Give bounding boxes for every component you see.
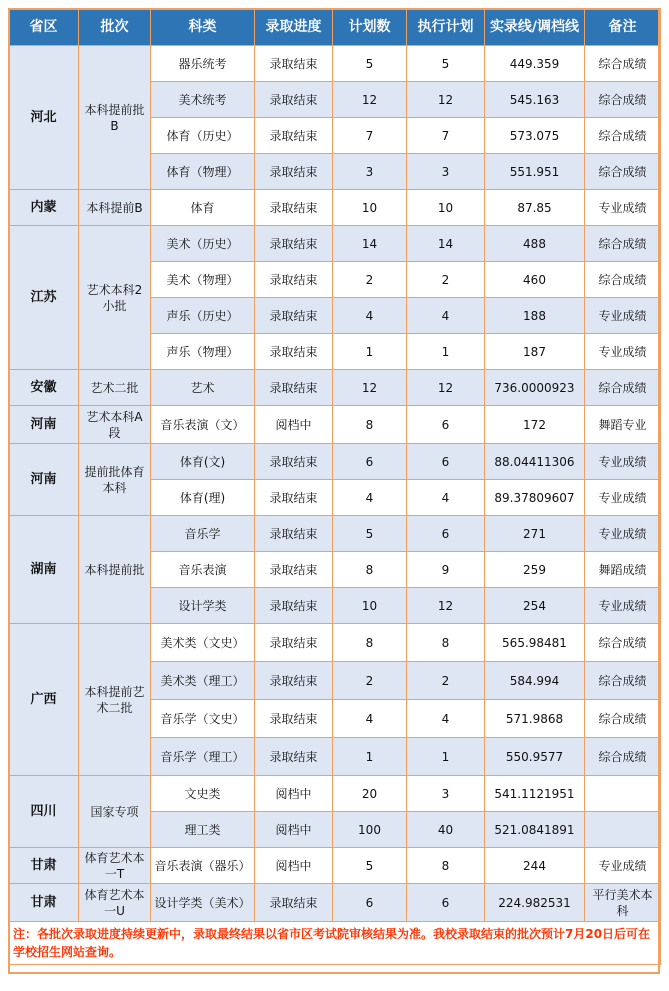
table-row (9, 370, 661, 406)
remark-cell: 综合成绩 (585, 624, 661, 662)
remark-cell (585, 812, 661, 848)
remark-cell: 综合成绩 (585, 226, 661, 262)
table-row (9, 406, 661, 444)
progress-cell: 录取结束 (255, 662, 333, 700)
executed-plan-cell: 2 (407, 662, 485, 700)
province-cell: 河南 (9, 444, 79, 516)
executed-plan-cell: 4 (407, 298, 485, 334)
plan-count-cell: 20 (333, 776, 407, 812)
province-cell: 安徽 (9, 370, 79, 406)
remark-cell: 专业成绩 (585, 298, 661, 334)
remark-cell: 综合成绩 (585, 738, 661, 776)
executed-plan-cell: 6 (407, 516, 485, 552)
plan-count-cell: 8 (333, 406, 407, 444)
plan-count-cell: 14 (333, 226, 407, 262)
score-line-cell: 172 (485, 406, 585, 444)
progress-cell: 录取结束 (255, 226, 333, 262)
province-cell: 四川 (9, 776, 79, 848)
batch-cell: 国家专项 (79, 776, 151, 848)
remark-cell: 综合成绩 (585, 154, 661, 190)
subject-cell: 文史类 (151, 776, 255, 812)
batch-cell: 本科提前B (79, 190, 151, 226)
executed-plan-cell: 8 (407, 848, 485, 884)
progress-cell: 录取结束 (255, 118, 333, 154)
plan-count-cell: 4 (333, 298, 407, 334)
progress-cell: 阅档中 (255, 776, 333, 812)
batch-cell: 体育艺术本一U (79, 884, 151, 922)
remark-cell: 平行美术本科 (585, 884, 661, 922)
executed-plan-cell: 12 (407, 588, 485, 624)
batch-cell: 艺术二批 (79, 370, 151, 406)
progress-cell: 录取结束 (255, 480, 333, 516)
progress-cell: 录取结束 (255, 154, 333, 190)
score-line-cell: 88.04411306 (485, 444, 585, 480)
batch-cell: 提前批体育本科 (79, 444, 151, 516)
plan-count-cell: 6 (333, 444, 407, 480)
batch-cell: 本科提前艺术二批 (79, 624, 151, 776)
score-line-cell: 271 (485, 516, 585, 552)
progress-cell: 阅档中 (255, 848, 333, 884)
header-subject: 科类 (151, 9, 255, 46)
batch-cell: 本科提前批B (79, 46, 151, 190)
subject-cell: 器乐统考 (151, 46, 255, 82)
header-progress: 录取进度 (255, 9, 333, 46)
batch-cell: 本科提前批 (79, 516, 151, 624)
progress-cell: 录取结束 (255, 516, 333, 552)
progress-cell: 录取结束 (255, 444, 333, 480)
score-line-cell: 254 (485, 588, 585, 624)
plan-count-cell: 12 (333, 82, 407, 118)
plan-count-cell: 10 (333, 190, 407, 226)
remark-cell: 专业成绩 (585, 190, 661, 226)
score-line-cell: 244 (485, 848, 585, 884)
score-line-cell: 224.982531 (485, 884, 585, 922)
remark-cell: 综合成绩 (585, 700, 661, 738)
remark-cell: 综合成绩 (585, 118, 661, 154)
remark-cell: 专业成绩 (585, 588, 661, 624)
score-line-cell: 460 (485, 262, 585, 298)
score-line-cell: 521.0841891 (485, 812, 585, 848)
progress-cell: 阅档中 (255, 812, 333, 848)
admission-table (8, 8, 661, 965)
remark-cell: 综合成绩 (585, 262, 661, 298)
plan-count-cell: 2 (333, 262, 407, 298)
subject-cell: 音乐学（文史） (151, 700, 255, 738)
remark-cell: 专业成绩 (585, 516, 661, 552)
progress-cell: 阅档中 (255, 406, 333, 444)
executed-plan-cell: 6 (407, 406, 485, 444)
plan-count-cell: 10 (333, 588, 407, 624)
score-line-cell: 89.37809607 (485, 480, 585, 516)
remark-cell: 专业成绩 (585, 848, 661, 884)
remark-cell: 综合成绩 (585, 82, 661, 118)
subject-cell: 声乐（历史） (151, 298, 255, 334)
plan-count-cell: 6 (333, 884, 407, 922)
plan-count-cell: 8 (333, 552, 407, 588)
subject-cell: 音乐学 (151, 516, 255, 552)
plan-count-cell: 2 (333, 662, 407, 700)
score-line-cell: 550.9577 (485, 738, 585, 776)
progress-cell: 录取结束 (255, 700, 333, 738)
executed-plan-cell: 40 (407, 812, 485, 848)
plan-count-cell: 4 (333, 480, 407, 516)
executed-plan-cell: 4 (407, 700, 485, 738)
table-row (9, 884, 661, 922)
executed-plan-cell: 12 (407, 370, 485, 406)
executed-plan-cell: 12 (407, 82, 485, 118)
progress-cell: 录取结束 (255, 370, 333, 406)
province-cell: 湖南 (9, 516, 79, 624)
subject-cell: 艺术 (151, 370, 255, 406)
score-line-cell: 488 (485, 226, 585, 262)
table-body (9, 46, 661, 965)
progress-cell: 录取结束 (255, 552, 333, 588)
score-line-cell: 736.0000923 (485, 370, 585, 406)
table-row (9, 190, 661, 226)
subject-cell: 美术类（理工） (151, 662, 255, 700)
executed-plan-cell: 14 (407, 226, 485, 262)
province-cell: 河北 (9, 46, 79, 190)
subject-cell: 美术统考 (151, 82, 255, 118)
score-line-cell: 573.075 (485, 118, 585, 154)
footnote-text: 注：各批次录取进度持续更新中，录取最终结果以省市区考试院审核结果为准。我校录取结束的批次预计7月20日后可在学校招生网站查询。 (9, 922, 661, 965)
subject-cell: 音乐表演（文） (151, 406, 255, 444)
score-line-cell: 565.98481 (485, 624, 585, 662)
plan-count-cell: 100 (333, 812, 407, 848)
batch-cell: 艺术本科2小批 (79, 226, 151, 370)
remark-cell: 综合成绩 (585, 662, 661, 700)
progress-cell: 录取结束 (255, 82, 333, 118)
score-line-cell: 187 (485, 334, 585, 370)
remark-cell: 舞蹈专业 (585, 406, 661, 444)
progress-cell: 录取结束 (255, 884, 333, 922)
executed-plan-cell: 3 (407, 776, 485, 812)
score-line-cell: 259 (485, 552, 585, 588)
executed-plan-cell: 5 (407, 46, 485, 82)
executed-plan-cell: 3 (407, 154, 485, 190)
executed-plan-cell: 6 (407, 444, 485, 480)
subject-cell: 美术（历史） (151, 226, 255, 262)
table-row (9, 848, 661, 884)
note-row (9, 922, 661, 965)
remark-cell: 专业成绩 (585, 444, 661, 480)
plan-count-cell: 7 (333, 118, 407, 154)
score-line-cell: 449.359 (485, 46, 585, 82)
score-line-cell: 545.163 (485, 82, 585, 118)
header-plan: 计划数 (333, 9, 407, 46)
plan-count-cell: 5 (333, 848, 407, 884)
progress-cell: 录取结束 (255, 262, 333, 298)
score-line-cell: 551.951 (485, 154, 585, 190)
executed-plan-cell: 1 (407, 738, 485, 776)
subject-cell: 音乐表演 (151, 552, 255, 588)
subject-cell: 音乐表演（器乐） (151, 848, 255, 884)
province-cell: 广西 (9, 624, 79, 776)
header-row (9, 9, 661, 46)
plan-count-cell: 1 (333, 738, 407, 776)
subject-cell: 体育(理) (151, 480, 255, 516)
subject-cell: 声乐（物理） (151, 334, 255, 370)
subject-cell: 音乐学（理工） (151, 738, 255, 776)
plan-count-cell: 8 (333, 624, 407, 662)
subject-cell: 设计学类（美术） (151, 884, 255, 922)
progress-cell: 录取结束 (255, 334, 333, 370)
table-row (9, 516, 661, 552)
batch-cell: 体育艺术本一T (79, 848, 151, 884)
progress-cell: 录取结束 (255, 190, 333, 226)
remark-cell: 综合成绩 (585, 370, 661, 406)
executed-plan-cell: 1 (407, 334, 485, 370)
subject-cell: 体育(文) (151, 444, 255, 480)
subject-cell: 美术类（文史） (151, 624, 255, 662)
table-row (9, 46, 661, 82)
remark-cell: 专业成绩 (585, 334, 661, 370)
score-line-cell: 188 (485, 298, 585, 334)
executed-plan-cell: 4 (407, 480, 485, 516)
header-score-line: 实录线/调档线 (485, 9, 585, 46)
province-cell: 河南 (9, 406, 79, 444)
subject-cell: 理工类 (151, 812, 255, 848)
province-cell: 甘肃 (9, 848, 79, 884)
plan-count-cell: 4 (333, 700, 407, 738)
score-line-cell: 87.85 (485, 190, 585, 226)
plan-count-cell: 5 (333, 516, 407, 552)
remark-cell (585, 776, 661, 812)
batch-cell: 艺术本科A段 (79, 406, 151, 444)
header-batch: 批次 (79, 9, 151, 46)
progress-cell: 录取结束 (255, 624, 333, 662)
remark-cell: 综合成绩 (585, 46, 661, 82)
executed-plan-cell: 6 (407, 884, 485, 922)
progress-cell: 录取结束 (255, 588, 333, 624)
remark-cell: 专业成绩 (585, 480, 661, 516)
province-cell: 甘肃 (9, 884, 79, 922)
table-row (9, 624, 661, 662)
province-cell: 内蒙 (9, 190, 79, 226)
plan-count-cell: 12 (333, 370, 407, 406)
subject-cell: 美术（物理） (151, 262, 255, 298)
subject-cell: 体育（历史） (151, 118, 255, 154)
executed-plan-cell: 9 (407, 552, 485, 588)
table-row (9, 444, 661, 480)
executed-plan-cell: 10 (407, 190, 485, 226)
progress-cell: 录取结束 (255, 46, 333, 82)
score-line-cell: 584.994 (485, 662, 585, 700)
subject-cell: 设计学类 (151, 588, 255, 624)
score-line-cell: 541.1121951 (485, 776, 585, 812)
table-row (9, 776, 661, 812)
progress-cell: 录取结束 (255, 738, 333, 776)
header-remark: 备注 (585, 9, 661, 46)
progress-cell: 录取结束 (255, 298, 333, 334)
header-province: 省区 (9, 9, 79, 46)
score-line-cell: 571.9868 (485, 700, 585, 738)
admission-table-container (8, 8, 660, 965)
table-row (9, 226, 661, 262)
province-cell: 江苏 (9, 226, 79, 370)
plan-count-cell: 5 (333, 46, 407, 82)
executed-plan-cell: 7 (407, 118, 485, 154)
executed-plan-cell: 2 (407, 262, 485, 298)
header-executed-plan: 执行计划 (407, 9, 485, 46)
executed-plan-cell: 8 (407, 624, 485, 662)
subject-cell: 体育 (151, 190, 255, 226)
subject-cell: 体育（物理） (151, 154, 255, 190)
plan-count-cell: 1 (333, 334, 407, 370)
plan-count-cell: 3 (333, 154, 407, 190)
remark-cell: 舞蹈成绩 (585, 552, 661, 588)
